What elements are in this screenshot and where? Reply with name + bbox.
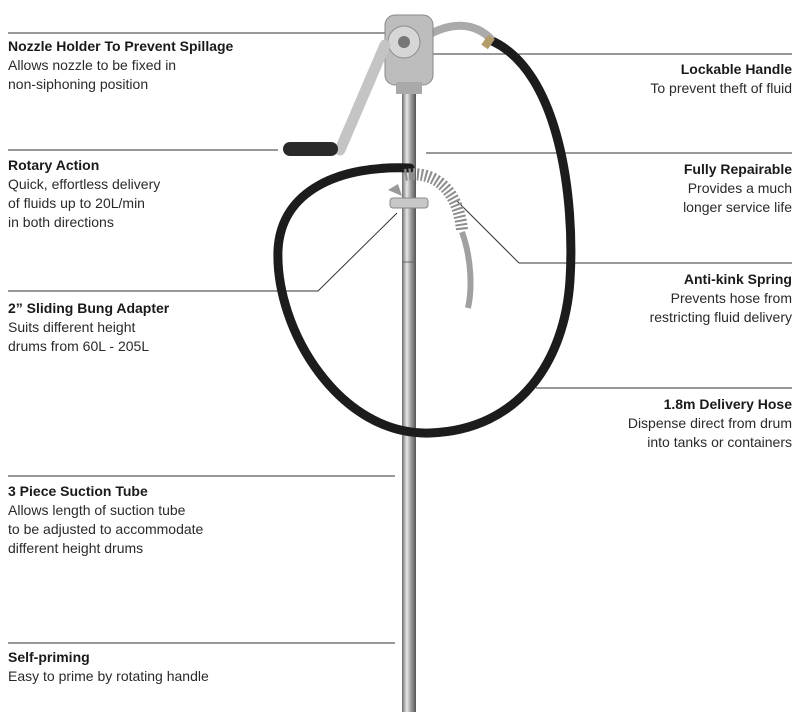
feature-title: Rotary Action xyxy=(8,157,100,173)
feature-desc: Easy to prime by rotating handle xyxy=(8,668,209,684)
feature-title: Self-priming xyxy=(8,649,90,665)
feature-delivery-hose xyxy=(628,395,792,452)
feature-desc: into tanks or containers xyxy=(647,434,792,450)
feature-title: Lockable Handle xyxy=(680,61,792,77)
feature-desc: drums from 60L - 205L xyxy=(8,338,150,354)
feature-rotary-action xyxy=(8,156,160,232)
bung-knob xyxy=(388,184,402,196)
feature-lockable-handle xyxy=(650,60,792,98)
feature-title: Fully Repairable xyxy=(683,161,792,177)
feature-title: Anti-kink Spring xyxy=(683,271,792,287)
crank-handle-grip xyxy=(283,142,338,156)
feature-desc: to be adjusted to accommodate xyxy=(8,521,204,537)
feature-desc: To prevent theft of fluid xyxy=(650,80,792,96)
feature-fully-repairable xyxy=(683,160,792,217)
feature-desc: Provides a much xyxy=(687,180,792,196)
suction-tube xyxy=(402,90,416,712)
feature-desc: non-siphoning position xyxy=(8,76,149,92)
crank-arm xyxy=(340,45,385,150)
feature-desc: in both directions xyxy=(8,214,114,230)
feature-desc: Quick, effortless delivery xyxy=(8,176,161,192)
feature-bung-adapter xyxy=(8,299,169,356)
feature-desc: Dispense direct from drum xyxy=(627,415,792,431)
feature-desc: Suits different height xyxy=(8,319,136,335)
feature-title: 2” Sliding Bung Adapter xyxy=(8,300,170,316)
bung-adapter xyxy=(390,198,428,208)
nozzle xyxy=(462,232,470,308)
feature-desc: Allows length of suction tube xyxy=(8,502,186,518)
feature-desc: of fluids up to 20L/min xyxy=(8,195,145,211)
feature-title: 3 Piece Suction Tube xyxy=(8,483,148,499)
feature-title: Nozzle Holder To Prevent Spillage xyxy=(8,38,234,54)
feature-desc: longer service life xyxy=(683,199,792,215)
feature-desc: restricting fluid delivery xyxy=(649,309,792,325)
feature-suction-tube xyxy=(8,482,203,558)
feature-nozzle-holder xyxy=(8,37,233,94)
feature-desc: Allows nozzle to be fixed in xyxy=(8,57,177,73)
delivery-hose xyxy=(278,40,571,433)
feature-desc: different height drums xyxy=(8,540,144,556)
feature-title: 1.8m Delivery Hose xyxy=(663,396,792,412)
feature-desc: Prevents hose from xyxy=(670,290,792,306)
pump-head xyxy=(385,15,433,94)
feature-anti-kink-spring xyxy=(650,270,792,327)
feature-self-priming xyxy=(8,648,209,686)
